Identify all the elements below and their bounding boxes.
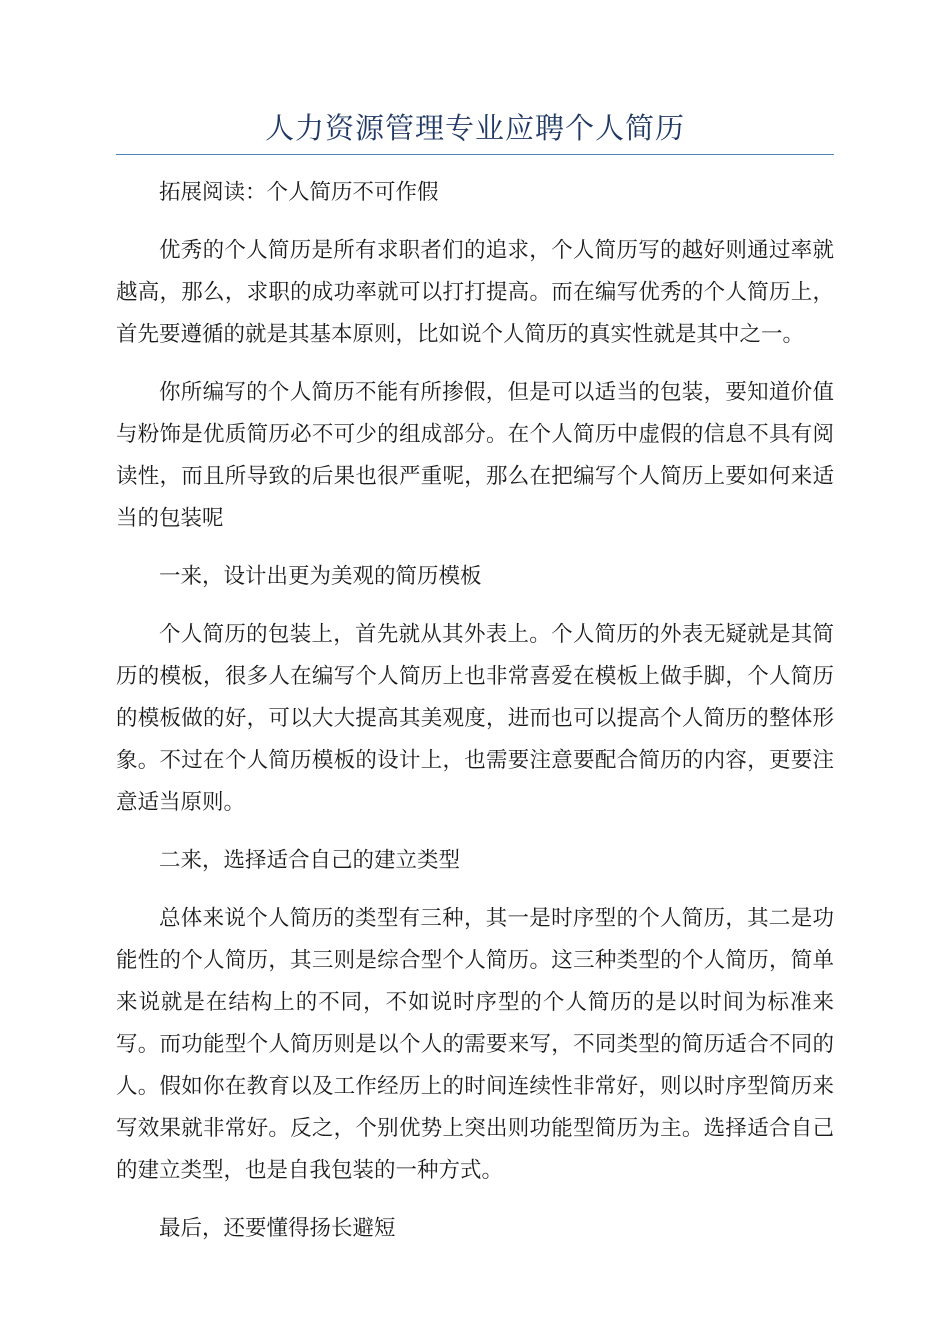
paragraph: 优秀的个人简历是所有求职者们的追求，个人简历写的越好则通过率就越高，那么，求职的成功率就可以打打提高。而在编写优秀的个人简历上，首先要遵循的就是其基本原则，比如说个人简历的真实性就是其中之一。 (116, 238, 834, 347)
paragraph: 个人简历的包装上，首先就从其外表上。个人简历的外表无疑就是其简历的模板，很多人在编写个人简历上也非常喜爱在模板上做手脚，个人简历的模板做的好，可以大大提高其美观度，进而也可以提高个人简历的整体形象。不过在个人简历模板的设计上，也需要注意要配合简历的内容，更要注意适当原则。 (116, 622, 834, 815)
section-heading: 一来，设计出更为美观的简历模板 (159, 564, 482, 589)
paragraph-extended-reading: 拓展阅读：个人简历不可作假 (159, 180, 439, 205)
paragraph: 总体来说个人简历的类型有三种，其一是时序型的个人简历，其二是功能性的个人简历，其三则是综合型个人简历。这三种类型的个人简历，简单来说就是在结构上的不同，不如说时序型的个人简历的是以时间为标准来写。而功能型个人简历则是以个人的需要来写，不同类型的简历适合不同的人。假如你在教育以及工作经历上的时间连续性非常好，则以时序型简历来写效果就非常好。反之，个别优势上突出则功能型简历为主。选择适合自己的建立类型，也是自我包装的一种方式。 (116, 906, 834, 1183)
paragraph: 你所编写的个人简历不能有所掺假，但是可以适当的包装，要知道价值与粉饰是优质简历必不可少的组成部分。在个人简历中虚假的信息不具有阅读性，而且所导致的后果也很严重呢，那么在把编写个人简历上要如何来适当的包装呢 (116, 380, 834, 531)
document-body (116, 172, 834, 1266)
section-heading: 最后，还要懂得扬长避短 (159, 1216, 396, 1241)
section-heading: 二来，选择适合自己的建立类型 (159, 848, 461, 873)
title-underline (116, 154, 834, 155)
document-title: 人力资源管理专业应聘个人简历 (264, 111, 685, 145)
